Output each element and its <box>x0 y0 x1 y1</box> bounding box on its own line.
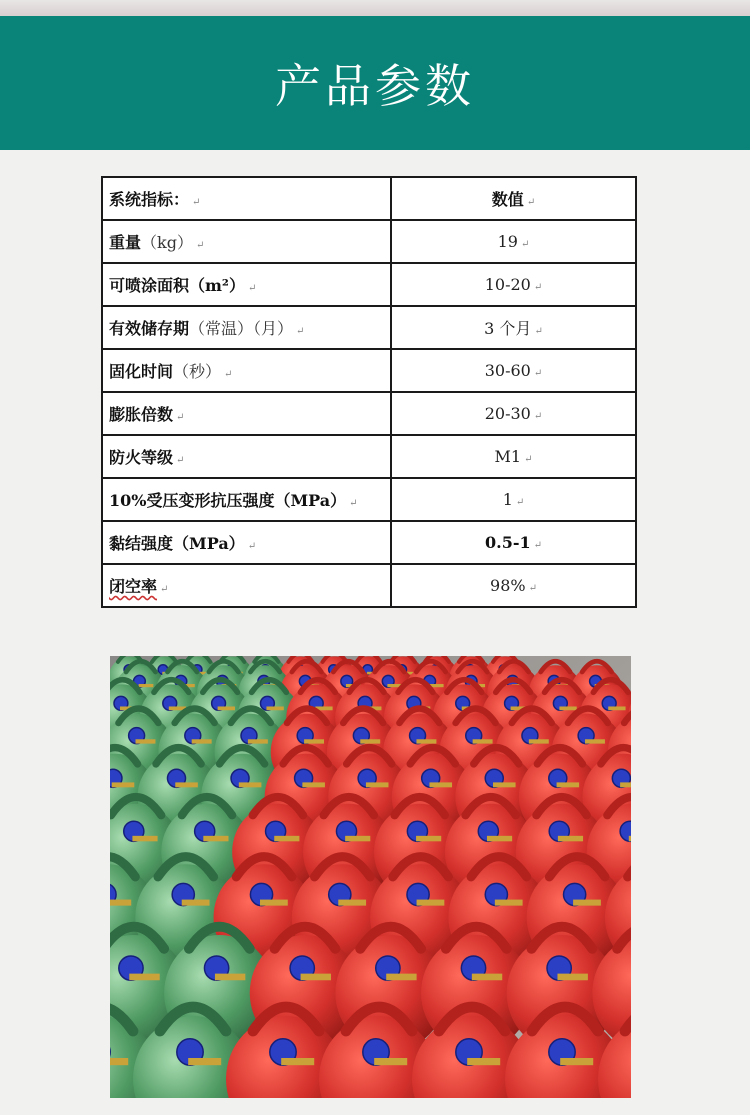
header-label-text: 系统指标： <box>109 190 190 209</box>
label-bold: 可喷涂面积（m²） <box>109 276 245 295</box>
label-bold: 黏结强度（MPa） <box>109 534 245 553</box>
table-row <box>102 564 636 607</box>
label-bold: 防火等级 <box>109 448 174 467</box>
row-value <box>391 306 636 349</box>
return-mark: ↵ <box>195 240 205 251</box>
table-row <box>102 263 636 306</box>
return-mark: ↵ <box>160 584 169 595</box>
row-label <box>102 306 391 349</box>
table-row <box>102 521 636 564</box>
table-header-value <box>391 177 636 220</box>
table-row <box>102 478 636 521</box>
label-bold: 膨胀倍数 <box>109 405 174 424</box>
table-row <box>102 392 636 435</box>
table-row <box>102 306 636 349</box>
value-text: 3 个月 <box>484 319 532 338</box>
return-mark: ↵ <box>528 583 537 594</box>
label-bold: 闭空率 <box>109 577 158 596</box>
value-text: 10-20 <box>484 275 531 294</box>
label-bold: 重量 <box>109 233 142 252</box>
table-header-label <box>102 177 391 220</box>
return-mark: ↵ <box>520 239 530 250</box>
label-bold: 有效储存期 <box>109 319 190 338</box>
return-mark: ↵ <box>224 369 233 380</box>
row-label <box>102 392 391 435</box>
section-header <box>0 16 750 150</box>
row-value <box>391 478 636 521</box>
label-bold: 10%受压变形抗压强度（MPa） <box>109 491 347 510</box>
row-label <box>102 521 391 564</box>
return-mark: ↵ <box>192 197 201 208</box>
table-row <box>102 220 636 263</box>
label-bold: 固化时间 <box>109 362 174 381</box>
label-normal: （常温）（月） <box>189 319 294 338</box>
return-mark: ↵ <box>296 326 305 337</box>
row-value <box>391 263 636 306</box>
return-mark: ↵ <box>526 197 536 208</box>
top-strip <box>0 0 750 16</box>
return-mark: ↵ <box>533 282 543 293</box>
value-text: 30-60 <box>484 361 531 380</box>
value-text: 0.5-1 <box>485 533 531 552</box>
return-mark: ↵ <box>524 454 533 465</box>
row-label <box>102 263 391 306</box>
value-text: 19 <box>497 232 518 251</box>
page-title: 产品参数 <box>275 59 475 113</box>
header-value-text: 数值 <box>491 190 524 209</box>
row-label <box>102 478 391 521</box>
table-row <box>102 435 636 478</box>
return-mark: ↵ <box>533 368 543 379</box>
return-mark: ↵ <box>533 540 542 551</box>
row-value <box>391 220 636 263</box>
return-mark: ↵ <box>247 283 257 294</box>
row-value <box>391 435 636 478</box>
value-text: 20-30 <box>484 404 531 423</box>
row-value <box>391 521 636 564</box>
row-value <box>391 564 636 607</box>
return-mark: ↵ <box>176 412 185 423</box>
label-normal: （秒） <box>173 362 222 381</box>
return-mark: ↵ <box>534 326 543 337</box>
row-value <box>391 392 636 435</box>
return-mark: ↵ <box>515 497 525 508</box>
return-mark: ↵ <box>247 541 257 552</box>
row-label <box>102 564 391 607</box>
parameters-table-wrapper <box>101 176 646 608</box>
row-label <box>102 435 391 478</box>
return-mark: ↵ <box>349 498 358 509</box>
product-photo <box>110 656 631 1098</box>
return-mark: ↵ <box>176 455 185 466</box>
label-normal: （kg） <box>141 233 193 252</box>
table-row <box>102 349 636 392</box>
table-header-row <box>102 177 636 220</box>
parameters-table <box>101 176 637 608</box>
return-mark: ↵ <box>533 411 543 422</box>
row-label <box>102 220 391 263</box>
row-label <box>102 349 391 392</box>
row-value <box>391 349 636 392</box>
value-text: M1 <box>494 447 522 466</box>
canister-photo-illustration <box>110 656 631 1098</box>
value-text: 98% <box>490 576 526 595</box>
value-text: 1 <box>502 490 513 509</box>
